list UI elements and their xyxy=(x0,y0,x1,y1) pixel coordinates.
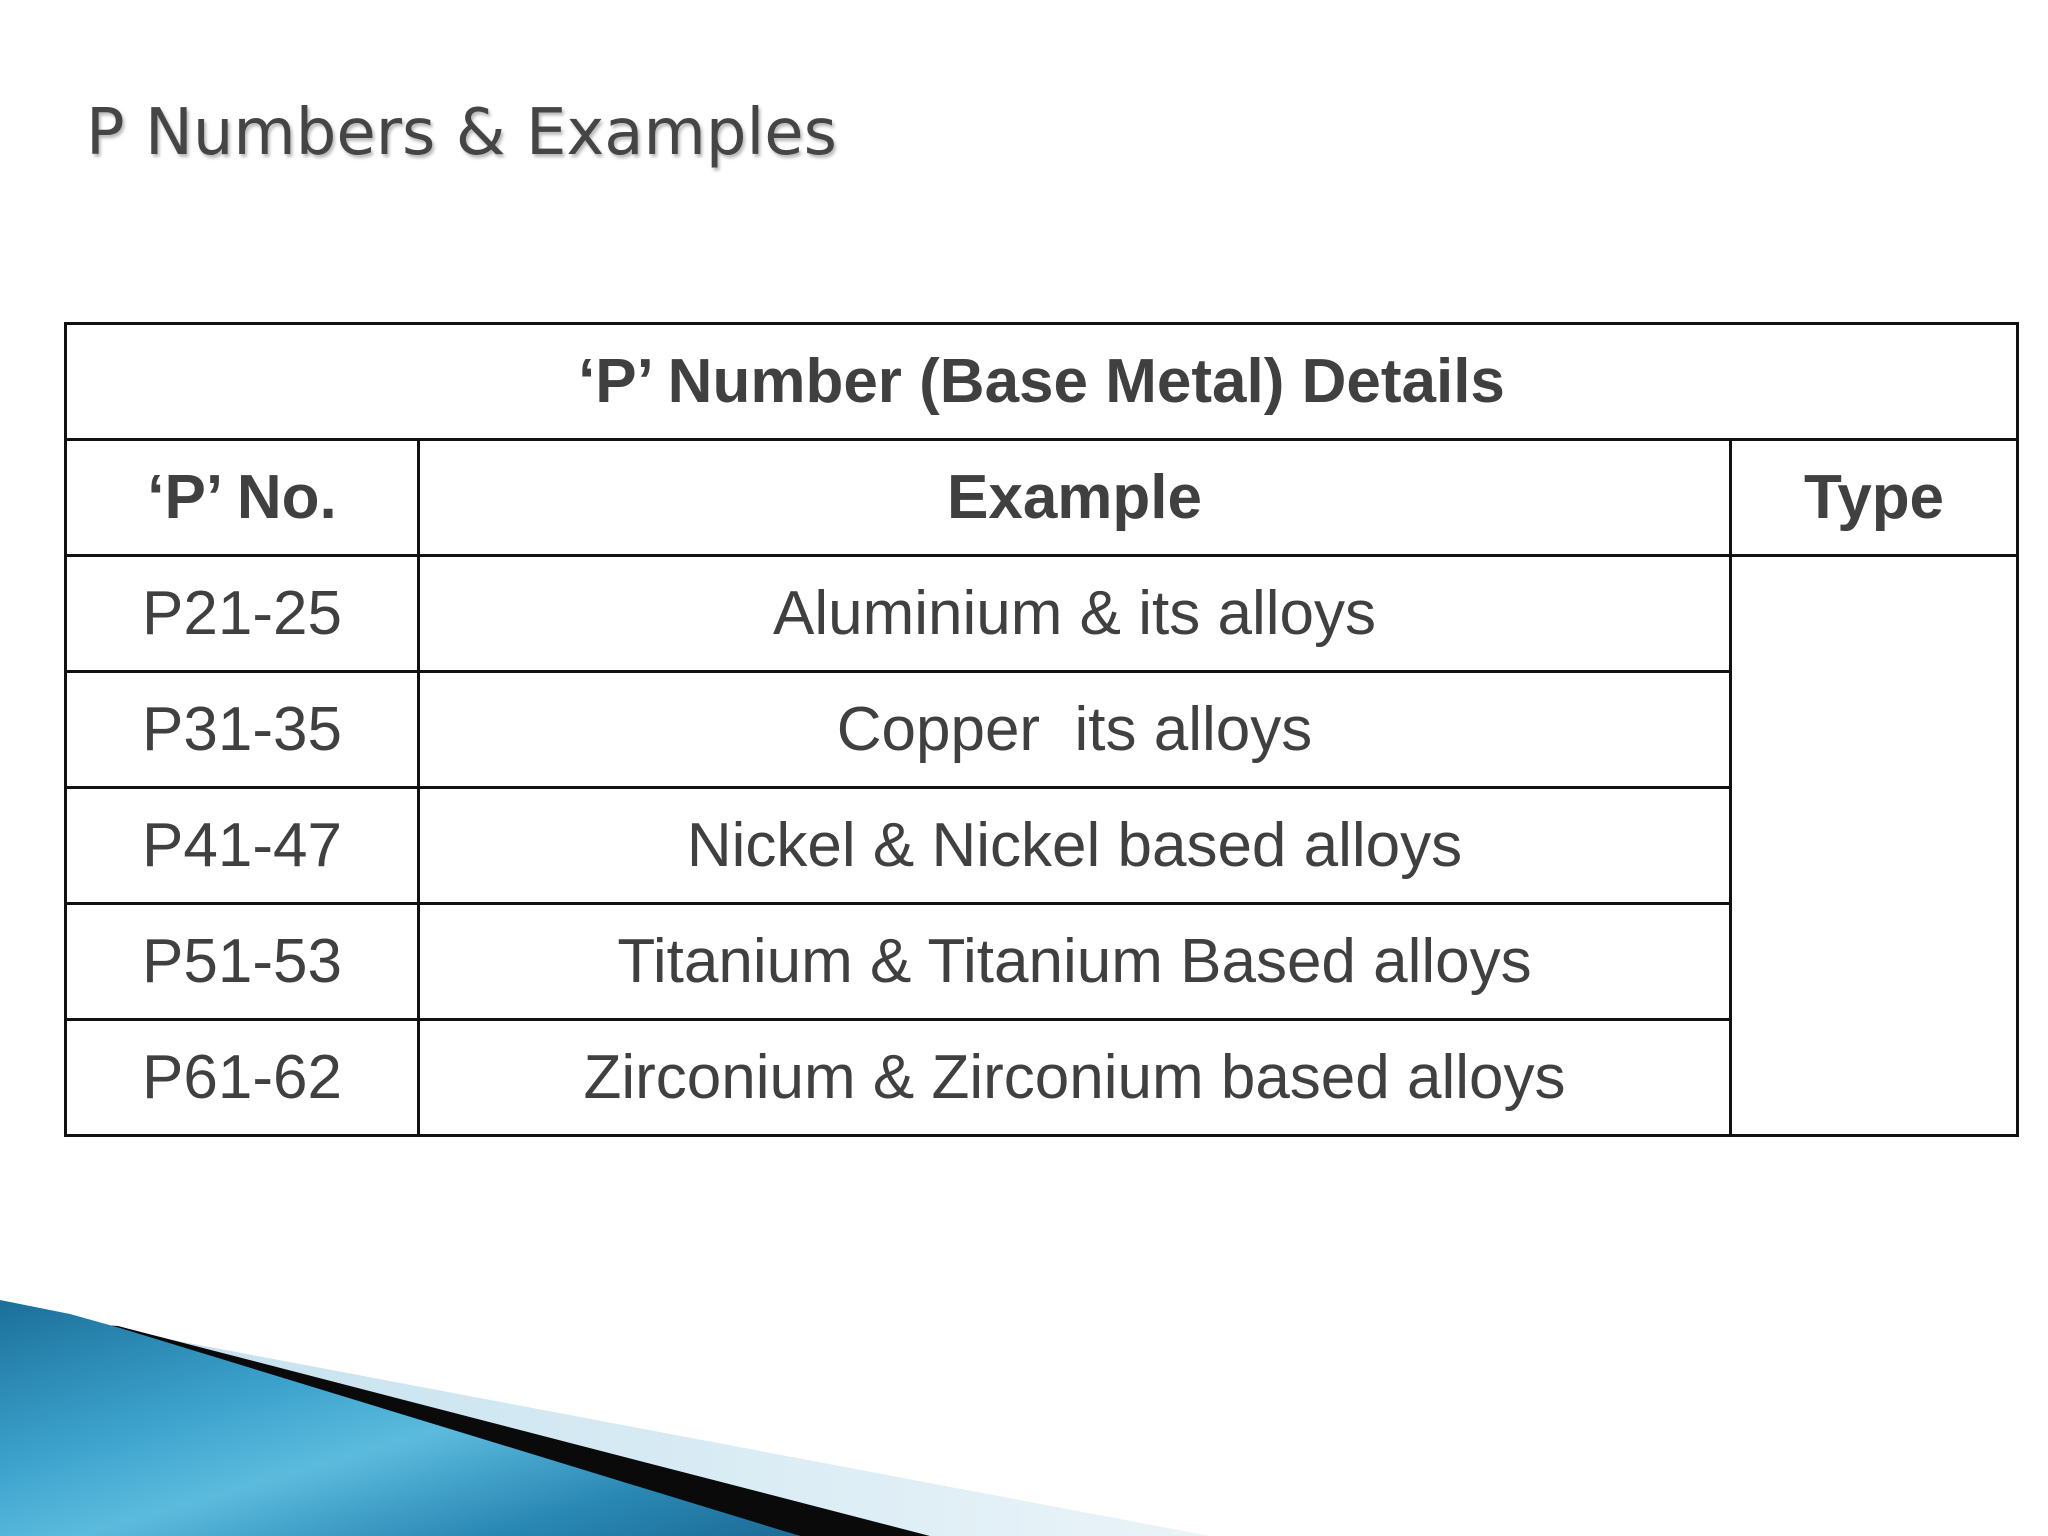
example-cell: Nickel & Nickel based alloys xyxy=(419,788,1731,904)
example-cell: Titanium & Titanium Based alloys xyxy=(419,904,1731,1020)
example-cell: Zirconium & Zirconium based alloys xyxy=(419,1020,1731,1136)
table-row xyxy=(66,1020,2018,1136)
type-cell xyxy=(1731,556,2018,1136)
header-type: Type xyxy=(1731,440,2018,556)
slide-corner-decoration xyxy=(0,1280,2048,1536)
p-number-cell: P61-62 xyxy=(66,1020,419,1136)
p-number-cell: P21-25 xyxy=(66,556,419,672)
header-p-no: ‘P’ No. xyxy=(66,440,419,556)
p-number-cell: P51-53 xyxy=(66,904,419,1020)
table-row xyxy=(66,556,2018,672)
table-header-row xyxy=(66,440,2018,556)
table-row xyxy=(66,788,2018,904)
table-row xyxy=(66,672,2018,788)
header-example: Example xyxy=(419,440,1731,556)
example-cell: Copper its alloys xyxy=(419,672,1731,788)
slide-title: P Numbers & Examples xyxy=(86,96,837,170)
example-cell: Aluminium & its alloys xyxy=(419,556,1731,672)
table-caption-row xyxy=(66,324,2018,440)
table-row xyxy=(66,904,2018,1020)
p-number-cell: P41-47 xyxy=(66,788,419,904)
p-number-table xyxy=(64,322,2019,1137)
blue-swoosh xyxy=(0,1300,800,1536)
p-number-cell: P31-35 xyxy=(66,672,419,788)
table-caption: ‘P’ Number (Base Metal) Details xyxy=(66,324,2018,440)
